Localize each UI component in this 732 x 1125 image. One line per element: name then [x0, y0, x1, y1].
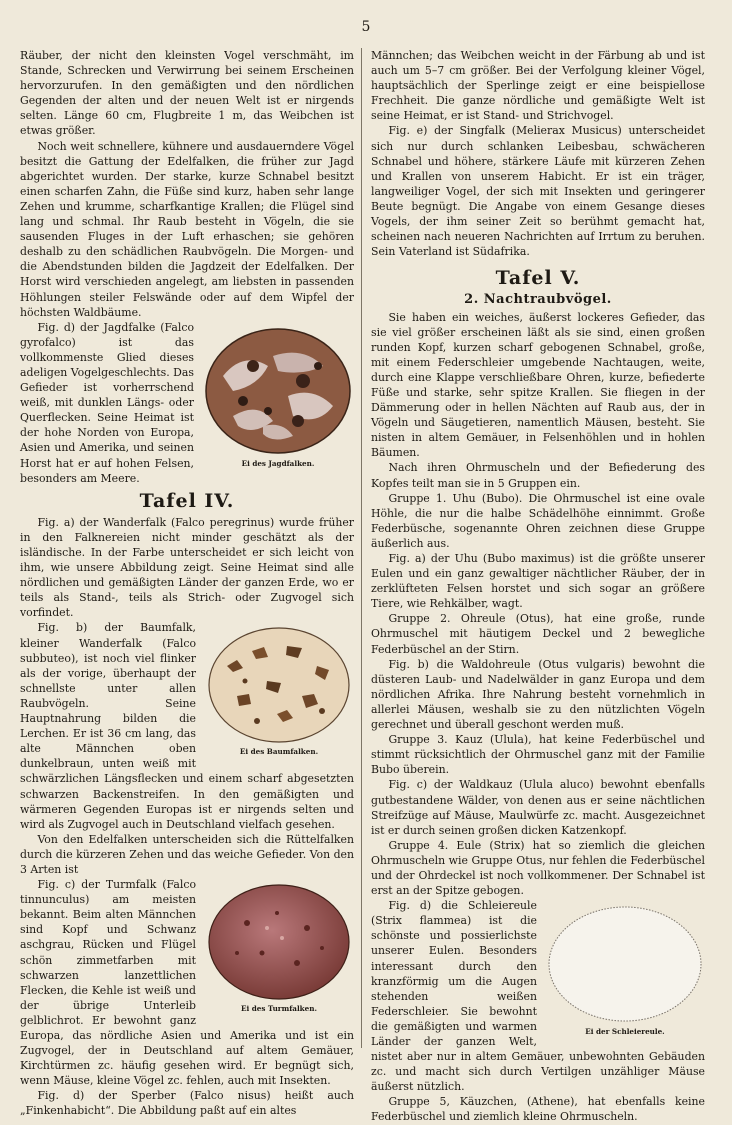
column-divider [361, 48, 362, 1048]
paragraph: Gruppe 2. Ohreule (Otus), hat eine große, runde Ohrmuschel mit häutigem Deckel und 2 bewegliche Federbüschel an der Stirn. [371, 612, 705, 656]
paragraph: Fig. d) der Sperber (Falco nisus) heißt auch „Finkenhabicht“. Die Abbildung paßt auf ein altes [20, 1089, 354, 1118]
turmfalke-egg-image [207, 883, 352, 1001]
paragraph: Fig. d) die Schleiereule (Strix flammea) ist die schönste und possierlichste unserer Eulen. Besonders interessant durch den kranzförmig um die Augen stehenden weißen Federschleier. Sie bewohnt die gemäßigten und warmen Länder der ganzen Welt, nistet aber nur in altem Gemäuer, unbewohnten Gebäuden zc. und macht sich durch Vertilgen unzähliger Mäuse äußerst nützlich. [371, 899, 705, 1094]
paragraph: Männchen; das Weibchen weicht in der Färbung ab und ist auch um 5–7 cm größer. Bei der Verfolgung kleiner Vögel, hauptsächlich der Sperlinge zeigt er eine beispiellose Frechheit. Die ganze nördliche und gemäßigte Welt ist seine Heimat, er ist Stand- und Strichvogel. [371, 49, 705, 123]
egg-figure-baumfalke [204, 626, 354, 756]
paragraph: Fig. b) der Baumfalk, kleiner Wanderfalk (Falco subbuteo), ist noch viel flinker als der vorige, überhaupt der schnellste unter allen Raubvögeln. Seine Hauptnahrung bilden die Lerchen. Er ist 36 cm lang, das alte Männchen oben dunkelbraun, unten weiß mit schwärzlichen Längsflecken und einem scharf abgesetzten schwarzen Backenstreifen. In den gemäßigten und wärmeren Gegenden Europas ist er nirgends selten und wird als Zugvogel auch in Deutschland vielfach gesehen. [20, 621, 354, 831]
heading-tafel-iv: Tafel IV. [139, 489, 235, 512]
egg-figure-schleiereule [545, 904, 705, 1036]
paragraph: Fig. e) der Singfalk (Melierax Musicus) unterscheidet sich nur durch schlanken Leibesbau, schwächeren Schnabel und höhere, stärkere Läufe mit kürzeren Zehen und Krallen von unserem Habicht. Er ist ein träger, langweiliger Vogel, der sich mit Insekten und geringerer Beute begnügt. Die Angabe von einem Gesange dieses Vogels, der ihm seiner Zeit so berühmt gemacht hat, scheinen nach neueren Nachrichten auf Irrtum zu beruhen. Sein Vaterland ist Südafrika. [371, 124, 705, 259]
jagdfalke-egg-image [203, 326, 353, 456]
baumfalke-caption: Ei des Baumfalken. [239, 747, 319, 757]
paragraph: Fig. a) der Wanderfalk (Falco peregrinus) wurde früher in den Falknereien nicht minder geschätzt als der isländische. In der Farbe unterscheidet er sich leicht von ihm, wie unsere Abbildung zeigt. Seine Heimat sind alle nördlichen und gemäßigten Länder der ganzen Erde, wo er teils als Stand-, teils als Strich- oder Zugvogel sich vorfindet. [20, 515, 354, 620]
right-column [371, 48, 705, 1125]
turmfalke-caption: Ei des Turmfalken. [241, 1004, 317, 1014]
paragraph: Nach ihren Ohrmuscheln und der Befiederung des Kopfes teilt man sie in 5 Gruppen ein. [371, 461, 705, 490]
paragraph: Fig. b) die Waldohreule (Otus vulgaris) bewohnt die düsteren Laub- und Nadelwälder in ganz Europa und dem nördlichen Afrika. Ihre Nahrung besteht vornehmlich in allerlei Mäusen, weshalb sie zu den nützlichten Vögeln gerechnet und überall geschont werden muß. [371, 657, 705, 732]
paragraph: Fig. c) der Waldkauz (Ulula aluco) bewohnt ebenfalls gutbestandene Wälder, von denen aus er seine nächtlichen Streifzüge auf Mäuse, Maulwürfe zc. macht. Ausgezeichnet ist er durch seinen großen dicken Katzenkopf. [371, 778, 705, 837]
paragraph: Gruppe 1. Uhu (Bubo). Die Ohrmuschel ist eine ovale Höhle, die nur die halbe Schädelhöhe einnimmt. Große Federbüsche, sogenannte Ohren zeichnen diese Gruppe äußerlich aus. [371, 491, 705, 550]
paragraph: Fig. d) der Jagdfalke (Falco gyrofalco) ist das vollkommenste Glied dieses adeligen Vogelgeschlechts. Das Gefieder ist vorherrschend weiß, mit dunklen Längs- oder Querflecken. Seine Heimat ist der hohe Norden von Europa, Asien und Amerika, und seinen Horst hat er auf hohen Felsen, besonders am Meere. [20, 320, 194, 485]
paragraph: Räuber, der nicht den kleinsten Vogel verschmäht, im Stande, Schrecken und Verwirrung bei seinem Erscheinen hervorzurufen. In den gemäßigten und den nördlichen Gegenden der alten und der neuen Welt ist er nirgends selten. Länge 60 cm, Flugbreite 1 m, das Weibchen ist etwas größer. [20, 49, 354, 138]
schleiereule-caption: Ei der Schleiereule. [585, 1027, 665, 1037]
paragraph: Von den Edelfalken unterscheiden sich die Rüttelfalken durch die kürzeren Zehen und das weiche Gefieder. Von den 3 Arten ist [20, 832, 354, 876]
heading-tafel-v: Tafel V. [495, 267, 581, 290]
paragraph: Gruppe 3. Kauz (Ulula), hat keine Federbüschel und stimmt rücksichtlich der Ohrmuschel ganz mit der Familie Bubo überein. [371, 733, 705, 777]
paragraph: Noch weit schnellere, kühnere und ausdauerndere Vögel besitzt die Gattung der Edelfalken, die früher zur Jagd abgerichtet wurden. Der starke, kurze Schnabel besitzt einen scharfen Zahn, die Füße sind kurz, haben sehr lange Zehen und krumme, scharfkantige Krallen; die Flügel sind lang und schmal. Ihr Raub besteht in Vögeln, die sie sausenden Fluges in der Luft erhaschen; sie gehören deshalb zu den schädlichen Raubvögeln. Die Morgen- und die Abendstunden bilden die Jagdzeit der Edelfalken. Der Horst wird verschieden angelegt, am liebsten in passenden Höhlungen steiler Felswände oder auf dem Wipfel der höchsten Waldbäume. [20, 139, 354, 319]
left-column [20, 48, 354, 1119]
paragraph: Sie haben ein weiches, äußerst lockeres Gefieder, das sie viel größer erscheinen läßt als sie sind, einen großen runden Kopf, kurzen scharf gebogenen Schnabel, große, mit einem Federschleier umgebende Nachtaugen, weite, durch eine Klappe verschließbare Ohren, kurze, befiederte Füße und starke, sehr spitze Krallen. Sie fliegen in der Dämmerung oder in hellen Nächten auf Raub aus, der in Vögeln und Säugetieren, namentlich Mäusen, besteht. Sie nisten in altem Gemäuer, in Felsenhöhlen und in hohlen Bäumen. [371, 310, 705, 460]
jagdfalke-caption: Ei des Jagdfalken. [241, 458, 315, 468]
schleiereule-egg-image [546, 904, 704, 1024]
paragraph: Fig. c) der Turmfalk (Falco tinnunculus) am meisten bekannt. Beim alten Männchen sind Kopf und Schwanz aschgrau, Rücken und Flügel schön zimmetfarben mit schwarzen lanzettlichen Flecken, die Kehle ist weiß und der übrige Unterleib gelblichrot. Er bewohnt ganz Europa, das nördliche Asien und Amerika und ist ein Zugvogel, der in Deutschland auf altem Gemäuer, Kirchtürmen zc. häufig gesehen wird. Er begnügt sich, wenn Mäuse, kleine Vögel zc. fehlen, auch mit Insekten. [20, 878, 354, 1088]
egg-figure-turmfalke [204, 883, 354, 1013]
paragraph: Fig. a) der Uhu (Bubo maximus) ist die größte unserer Eulen und ein ganz gewaltiger nächtlicher Räuber, der in zerklüfteten Felsen horstet und sich sogar an größere Tiere, wie Rehkälber, wagt. [371, 552, 705, 611]
egg-figure-jagdfalke [202, 326, 354, 468]
subheading-nachtraubvoegel: 2. Nachtraubvögel. [464, 292, 612, 308]
baumfalke-egg-image [207, 626, 352, 744]
paragraph: Gruppe 4. Eule (Strix) hat so ziemlich die gleichen Ohrmuscheln wie Gruppe Otus, nur fehlen die Federbüschel und der Ohrdeckel ist noch vollkommener. Der Schnabel ist erst an der Spitze gebogen. [371, 838, 705, 898]
page-number: 5 [361, 19, 371, 35]
paragraph: Gruppe 5, Käuzchen, (Athene), hat ebenfalls keine Federbüschel und ziemlich kleine Ohrmuscheln. [371, 1095, 705, 1124]
